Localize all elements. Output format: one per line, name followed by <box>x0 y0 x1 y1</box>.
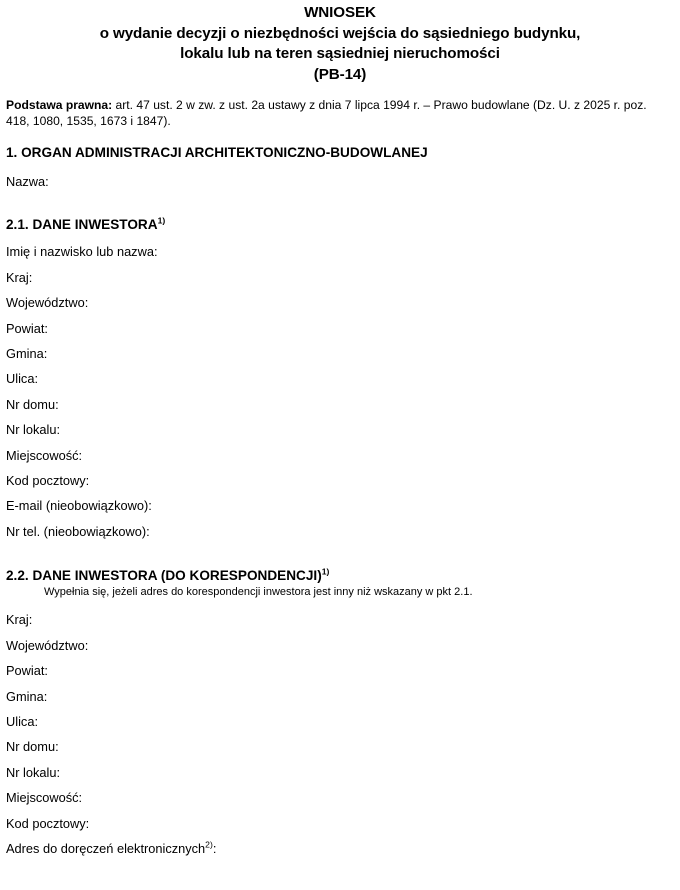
field-nr-tel <box>6 519 674 544</box>
field-kor-powiat-label: Powiat: <box>6 663 48 679</box>
field-powiat <box>6 316 674 341</box>
form-title-line-1: WNIOSEK <box>304 4 376 21</box>
field-nr-lokalu <box>6 417 674 442</box>
legal-basis <box>6 98 674 129</box>
section-korespondencja-fields <box>6 607 674 861</box>
section-heading-inwestor-text: 2.1. DANE INWESTORA <box>6 217 158 233</box>
field-adres-elektroniczny <box>6 836 674 861</box>
section-heading-inwestor <box>6 217 674 233</box>
field-kor-ulica-label: Ulica: <box>6 713 38 729</box>
field-gmina-label: Gmina: <box>6 346 48 362</box>
legal-basis-label: Podstawa prawna: <box>6 98 113 112</box>
field-nazwa-label: Nazwa: <box>6 174 49 189</box>
field-kor-kraj-label: Kraj: <box>6 612 33 628</box>
field-kor-kod-pocztowy <box>6 811 674 836</box>
field-kor-miejscowosc-label: Miejscowość: <box>6 790 83 806</box>
field-kor-kod-pocztowy-label: Kod pocztowy: <box>6 815 90 831</box>
field-nr-domu <box>6 392 674 417</box>
form-title-line-2: o wydanie decyzji o niezbędności wejścia do sąsiedniego budynku, <box>99 24 581 42</box>
legal-basis-text: art. 47 ust. 2 w zw. z ust. 2a ustawy z dnia 7 lipca 1994 r. – Prawo budowlane (Dz. U. z 2025 r. poz. 418, 1080, 1535, 1673 i 1847). <box>6 98 647 128</box>
field-kor-gmina-label: Gmina: <box>6 688 48 704</box>
field-kor-wojewodztwo <box>6 633 674 658</box>
section-inwestor-fields <box>6 239 674 544</box>
section-heading-korespondencja-footnote: 1) <box>321 566 330 577</box>
field-ulica <box>6 366 674 391</box>
field-gmina <box>6 341 674 366</box>
field-adres-elektroniczny-label: Adres do doręczeń elektronicznych <box>6 840 206 856</box>
section-heading-organ-text: 1. ORGAN ADMINISTRACJI ARCHITEKTONICZNO-BUDOWLANEJ <box>6 145 428 160</box>
form-code: (PB-14) <box>313 65 367 83</box>
field-nr-domu-label: Nr domu: <box>6 396 59 412</box>
field-kod-pocztowy <box>6 468 674 493</box>
field-email <box>6 493 674 518</box>
field-nr-tel-label: Nr tel. (nieobowiązkowo): <box>6 523 150 539</box>
field-kod-pocztowy-label: Kod pocztowy: <box>6 473 90 489</box>
field-nazwa <box>6 169 674 194</box>
section-korespondencja-note: Wypełnia się, jeżeli adres do korespondencji inwestora jest inny niż wskazany w pkt 2.1. <box>44 586 473 599</box>
field-kor-gmina <box>6 684 674 709</box>
field-miejscowosc-label: Miejscowość: <box>6 447 83 463</box>
form-title-line-3: lokalu lub na teren sąsiedniej nieruchomości <box>180 45 500 62</box>
field-imie-nazwisko-label: Imię i nazwisko lub nazwa: <box>6 244 158 260</box>
field-nr-lokalu-label: Nr lokalu: <box>6 422 61 438</box>
field-powiat-label: Powiat: <box>6 320 48 336</box>
field-kor-nr-domu-label: Nr domu: <box>6 739 59 755</box>
section-organ-fields <box>6 169 674 194</box>
field-ulica-label: Ulica: <box>6 371 38 387</box>
field-miejscowosc <box>6 443 674 468</box>
field-kor-wojewodztwo-label: Województwo: <box>6 637 89 653</box>
section-heading-korespondencja-text: 2.2. DANE INWESTORA (DO KORESPONDENCJI) <box>6 568 322 584</box>
section-heading-inwestor-footnote: 1) <box>157 215 166 226</box>
section-heading-korespondencja <box>6 568 674 584</box>
field-kor-nr-lokalu-label: Nr lokalu: <box>6 764 61 780</box>
field-kor-kraj <box>6 607 674 632</box>
field-adres-elektroniczny-colon: : <box>212 840 217 856</box>
field-kor-powiat <box>6 658 674 683</box>
field-imie-nazwisko <box>6 239 674 264</box>
field-wojewodztwo <box>6 290 674 315</box>
field-kor-miejscowosc <box>6 785 674 810</box>
field-wojewodztwo-label: Województwo: <box>6 295 89 311</box>
field-kor-nr-lokalu <box>6 760 674 785</box>
field-kraj-label: Kraj: <box>6 269 33 285</box>
section-heading-organ <box>6 145 674 161</box>
field-kor-ulica <box>6 709 674 734</box>
field-kor-nr-domu <box>6 734 674 759</box>
field-kraj <box>6 265 674 290</box>
field-adres-elektroniczny-footnote: 2) <box>205 839 213 850</box>
form-title-block <box>6 0 674 85</box>
field-email-label: E-mail (nieobowiązkowo): <box>6 498 152 514</box>
